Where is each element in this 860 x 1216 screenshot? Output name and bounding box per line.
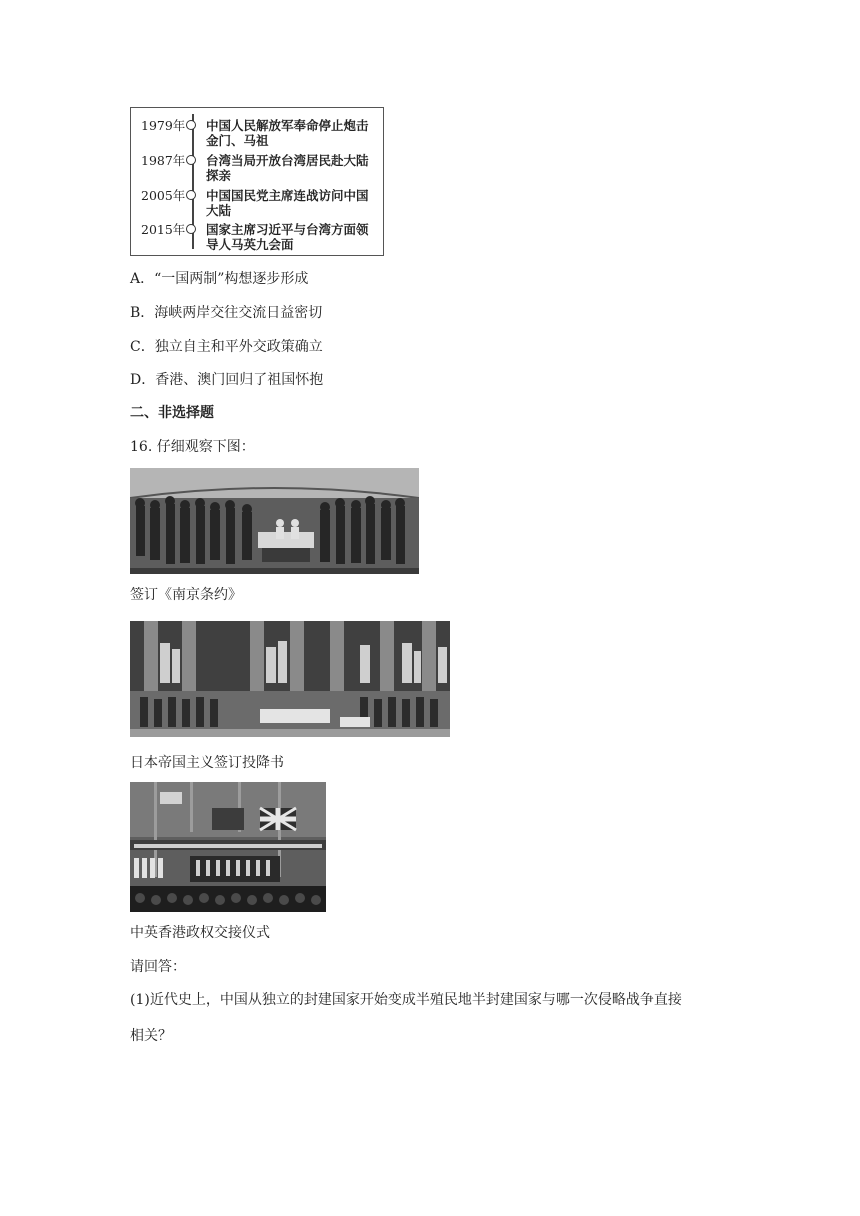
caption-photo1: 签订《南京条约》 — [130, 587, 242, 603]
timeline-figure — [130, 107, 384, 256]
option-d: D．香港、澳门回归了祖国怀抱 — [130, 372, 324, 388]
sub-question-line1: (1)近代史上，中国从独立的封建国家开始变成半殖民地半封建国家与哪一次侵略战争直接 — [130, 992, 682, 1008]
timeline-node — [186, 190, 196, 200]
question-16: 16. 仔细观察下图： — [130, 439, 255, 455]
hong-kong-handover-photo — [130, 782, 326, 912]
timeline-year: 1987年 — [141, 153, 186, 168]
timeline-event: 国家主席习近平与台湾方面领导人马英九会面 — [206, 222, 369, 252]
timeline-event: 中国人民解放军奉命停止炮击金门、马祖 — [206, 118, 369, 148]
timeline-node — [186, 155, 196, 165]
option-a: A．“一国两制”构想逐步形成 — [130, 271, 309, 287]
timeline-event: 中国国民党主席连战访问中国大陆 — [206, 188, 369, 218]
sub-question-line2: 相关？ — [130, 1028, 172, 1044]
timeline-event: 台湾当局开放台湾居民赴大陆探亲 — [206, 153, 369, 183]
please-answer: 请回答： — [130, 959, 186, 975]
section-title: 二、非选择题 — [130, 405, 214, 421]
timeline-node — [186, 224, 196, 234]
timeline-node — [186, 120, 196, 130]
timeline-year: 2005年 — [141, 188, 186, 203]
timeline-year: 1979年 — [141, 118, 186, 133]
option-b: B．海峡两岸交往交流日益密切 — [130, 305, 323, 321]
caption-photo3: 中英香港政权交接仪式 — [130, 925, 270, 941]
treaty-of-nanjing-photo — [130, 468, 419, 574]
japan-surrender-photo — [130, 621, 450, 737]
caption-photo2: 日本帝国主义签订投降书 — [130, 755, 284, 771]
timeline-year: 2015年 — [141, 222, 186, 237]
option-c: C．独立自主和平外交政策确立 — [130, 339, 323, 355]
